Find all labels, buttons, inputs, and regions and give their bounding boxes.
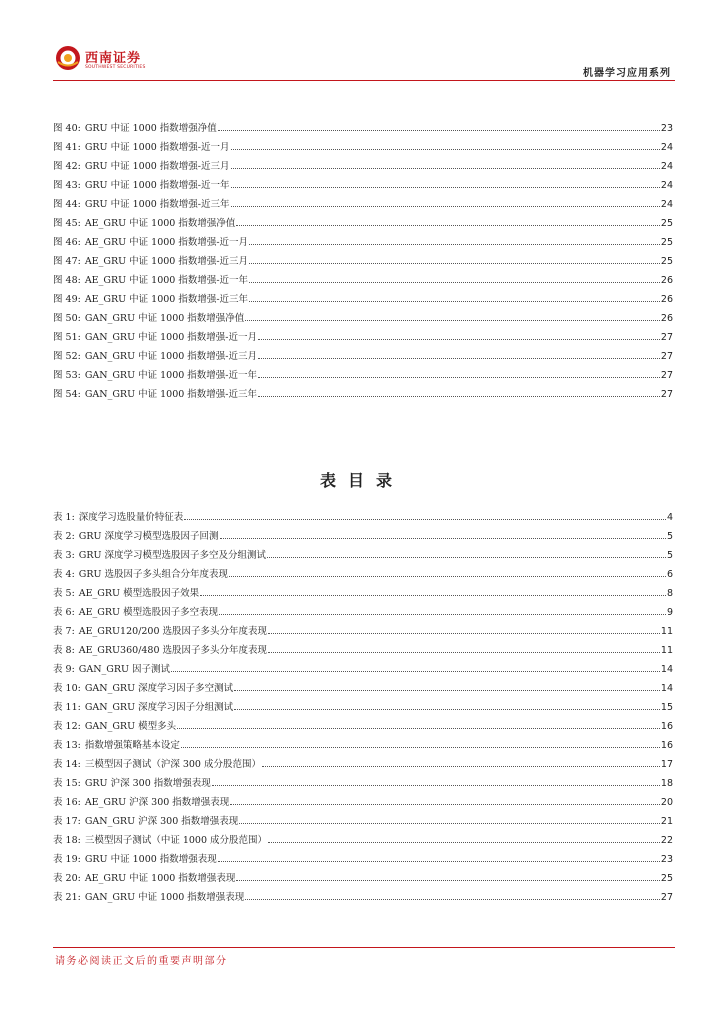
toc-entry[interactable] [53,367,673,386]
toc-entry-leader [220,538,666,539]
toc-entry[interactable] [53,699,673,718]
toc-entry[interactable] [53,158,673,177]
toc-entry-page: 9 [666,607,673,618]
toc-entry-leader [171,671,660,672]
toc-entry[interactable] [53,177,673,196]
toc-entry-label: 表 19: [53,854,81,865]
toc-entry[interactable] [53,851,673,870]
toc-entry-leader [177,728,660,729]
toc-entry-leader [236,225,660,226]
toc-entry-page: 25 [660,256,673,267]
toc-entry-leader [268,633,660,634]
toc-entry-leader [245,899,660,900]
toc-entry-leader [200,595,666,596]
toc-entry-title: AE_GRU 中证 1000 指数增强表现 [84,873,236,884]
toc-entry-label: 图 47: [53,256,81,267]
toc-entry-page: 25 [660,873,673,884]
toc-entry-title: 三模型因子测试（中证 1000 成分股范围） [84,835,268,846]
toc-entry-page: 20 [660,797,673,808]
toc-entry-page: 27 [660,332,673,343]
toc-entry[interactable] [53,566,673,585]
toc-entry-title: 三模型因子测试（沪深 300 成分股范围） [84,759,261,770]
toc-entry-leader [231,206,660,207]
toc-entry[interactable] [53,528,673,547]
toc-entry-title: GAN_GRU 中证 1000 指数增强净值 [84,313,245,324]
toc-entry-label: 图 54: [53,389,81,400]
toc-entry-leader [219,614,666,615]
toc-entry[interactable] [53,120,673,139]
toc-entry-title: GAN_GRU 深度学习因子分组测试 [84,702,234,713]
toc-entry[interactable] [53,775,673,794]
toc-entry-leader [245,320,660,321]
toc-entry-title: GAN_GRU 中证 1000 指数增强-近一年 [84,370,258,381]
toc-entry-title: GAN_GRU 中证 1000 指数增强-近三月 [84,351,258,362]
footer-divider [53,947,675,948]
toc-entry-label: 表 2: [53,531,75,542]
toc-entry-label: 表 7: [53,626,75,637]
toc-entry-leader [258,358,660,359]
toc-entry-label: 表 10: [53,683,81,694]
toc-entry[interactable] [53,604,673,623]
toc-entry-label: 表 12: [53,721,81,732]
toc-entry-title: GAN_GRU 中证 1000 指数增强-近三年 [84,389,258,400]
toc-entry[interactable] [53,642,673,661]
company-logo [55,45,165,75]
toc-entry-title: GRU 中证 1000 指数增强-近一月 [84,142,230,153]
toc-entry-title: AE_GRU360/480 选股因子多头分年度表现 [78,645,268,656]
toc-entry-leader [268,842,660,843]
toc-entry-leader [218,130,660,131]
toc-entry-label: 表 4: [53,569,75,580]
toc-entry[interactable] [53,234,673,253]
toc-entry[interactable] [53,794,673,813]
toc-entry[interactable] [53,348,673,367]
toc-entry-leader [249,263,660,264]
toc-entry-leader [231,168,660,169]
toc-entry-title: GAN_GRU 中证 1000 指数增强表现 [84,892,245,903]
toc-entry-leader [236,880,660,881]
toc-entry-label: 图 53: [53,370,81,381]
toc-entry-title: GAN_GRU 中证 1000 指数增强-近一月 [84,332,258,343]
toc-entry-label: 表 15: [53,778,81,789]
toc-entry-leader [229,576,666,577]
report-series: 机器学习应用系列 [583,68,671,79]
toc-entry-page: 14 [660,683,673,694]
toc-entry-label: 图 43: [53,180,81,191]
toc-entry-label: 表 21: [53,892,81,903]
toc-entry-leader [258,396,660,397]
toc-entry-page: 22 [660,835,673,846]
toc-entry[interactable] [53,509,673,528]
toc-entry-page: 25 [660,218,673,229]
toc-entry-title: AE_GRU 中证 1000 指数增强-近一年 [84,275,249,286]
toc-entry-title: AE_GRU 中证 1000 指数增强-近三月 [84,256,249,267]
toc-entry-page: 4 [666,512,673,523]
toc-entry-leader [262,766,660,767]
toc-entry-title: GRU 沪深 300 指数增强表现 [84,778,211,789]
toc-entry[interactable] [53,329,673,348]
toc-entry-label: 图 52: [53,351,81,362]
toc-entry-title: AE_GRU 中证 1000 指数增强-近三年 [84,294,249,305]
toc-entry-leader [218,861,660,862]
toc-entry-leader [212,785,660,786]
toc-entry[interactable] [53,310,673,329]
toc-entry-label: 表 20: [53,873,81,884]
toc-entry-title: GRU 中证 1000 指数增强表现 [84,854,217,865]
toc-entry-label: 图 51: [53,332,81,343]
toc-entry-title: GRU 中证 1000 指数增强净值 [84,123,217,134]
toc-entry-title: AE_GRU 中证 1000 指数增强-近一月 [84,237,249,248]
toc-entry[interactable] [53,813,673,832]
toc-entry-label: 表 11: [53,702,81,713]
toc-entry[interactable] [53,756,673,775]
toc-entry[interactable] [53,661,673,680]
toc-entry-page: 5 [666,550,673,561]
toc-entry-page: 17 [660,759,673,770]
toc-entry[interactable] [53,139,673,158]
toc-entry[interactable] [53,585,673,604]
toc-entry[interactable] [53,718,673,737]
toc-entry-title: GRU 深度学习模型选股因子多空及分组测试 [78,550,267,561]
toc-entry-page: 26 [660,275,673,286]
footer-disclaimer: 请务必阅读正文后的重要声明部分 [55,956,228,967]
toc-entry[interactable] [53,737,673,756]
toc-entry-page: 27 [660,892,673,903]
toc-entry-title: 指数增强策略基本设定 [84,740,180,751]
toc-entry-page: 25 [660,237,673,248]
toc-entry-title: GRU 中证 1000 指数增强-近三月 [84,161,230,172]
toc-entry-page: 21 [660,816,673,827]
toc-entry-leader [258,377,660,378]
toc-entry-leader [249,282,660,283]
toc-entry-title: GRU 深度学习模型选股因子回测 [78,531,219,542]
toc-entry-label: 表 9: [53,664,75,675]
toc-entry-label: 图 45: [53,218,81,229]
toc-entry-page: 24 [660,161,673,172]
toc-entry[interactable] [53,889,673,908]
toc-entry[interactable] [53,680,673,699]
toc-entry-label: 图 44: [53,199,81,210]
toc-entry-label: 图 46: [53,237,81,248]
toc-entry-page: 27 [660,370,673,381]
toc-entry[interactable] [53,272,673,291]
toc-entry-title: GAN_GRU 深度学习因子多空测试 [84,683,234,694]
toc-entry-page: 5 [666,531,673,542]
toc-entry[interactable] [53,196,673,215]
logo-name: 西南证券 [85,51,142,66]
toc-entry-label: 表 13: [53,740,81,751]
toc-entry-page: 14 [660,664,673,675]
toc-entry-leader [231,149,660,150]
toc-entry-page: 16 [660,721,673,732]
toc-entry[interactable] [53,832,673,851]
toc-entry-title: GRU 中证 1000 指数增强-近三年 [84,199,230,210]
toc-entry-page: 24 [660,142,673,153]
toc-entry-page: 6 [666,569,673,580]
toc-entry-leader [249,301,660,302]
toc-entry-label: 表 16: [53,797,81,808]
toc-entry[interactable] [53,623,673,642]
toc-entry-leader [268,652,660,653]
toc-entry-page: 23 [660,123,673,134]
toc-entry-label: 图 42: [53,161,81,172]
toc-entry-label: 图 41: [53,142,81,153]
page-header [0,0,724,80]
toc-entry-leader [234,690,660,691]
table-index-list [53,509,673,908]
toc-entry-leader [239,823,660,824]
toc-entry[interactable] [53,870,673,889]
toc-entry-leader [267,557,666,558]
toc-entry[interactable] [53,291,673,310]
toc-entry-title: AE_GRU 中证 1000 指数增强净值 [84,218,236,229]
toc-entry-label: 图 48: [53,275,81,286]
toc-entry-leader [181,747,660,748]
toc-entry-label: 表 5: [53,588,75,599]
toc-entry[interactable] [53,547,673,566]
toc-entry-label: 表 8: [53,645,75,656]
toc-entry[interactable] [53,215,673,234]
southwest-securities-logo-icon [55,45,81,71]
toc-entry-leader [249,244,660,245]
toc-entry-page: 24 [660,180,673,191]
toc-entry-leader [184,519,666,520]
toc-entry-leader [230,804,660,805]
toc-entry-title: AE_GRU120/200 选股因子多头分年度表现 [78,626,268,637]
toc-entry-title: GRU 中证 1000 指数增强-近一年 [84,180,230,191]
toc-entry-label: 图 49: [53,294,81,305]
toc-entry-title: 深度学习选股量价特征表 [78,512,184,523]
toc-entry-title: AE_GRU 模型选股因子多空表现 [78,607,219,618]
toc-entry-label: 表 18: [53,835,81,846]
toc-entry-page: 8 [666,588,673,599]
toc-entry-page: 23 [660,854,673,865]
toc-entry-title: AE_GRU 模型选股因子效果 [78,588,200,599]
toc-entry-page: 18 [660,778,673,789]
toc-entry-leader [258,339,660,340]
toc-entry[interactable] [53,386,673,405]
toc-entry-page: 11 [660,645,673,656]
toc-entry-title: GRU 选股因子多头组合分年度表现 [78,569,229,580]
toc-entry-label: 表 1: [53,512,75,523]
toc-entry-title: AE_GRU 沪深 300 指数增强表现 [84,797,230,808]
toc-entry-page: 15 [660,702,673,713]
toc-entry-page: 27 [660,389,673,400]
toc-entry-label: 表 14: [53,759,81,770]
toc-entry-page: 26 [660,313,673,324]
toc-entry-title: GAN_GRU 模型多头 [84,721,177,732]
toc-entry-page: 26 [660,294,673,305]
toc-entry-label: 图 40: [53,123,81,134]
toc-entry-leader [234,709,660,710]
toc-entry-page: 16 [660,740,673,751]
toc-entry-label: 表 17: [53,816,81,827]
toc-entry-label: 表 3: [53,550,75,561]
toc-entry-label: 表 6: [53,607,75,618]
toc-entry-page: 24 [660,199,673,210]
toc-entry-title: GAN_GRU 沪深 300 指数增强表现 [84,816,239,827]
figure-index-list [53,120,673,405]
toc-entry[interactable] [53,253,673,272]
toc-entry-leader [231,187,660,188]
table-index-heading: 表目录 [319,471,404,490]
toc-entry-page: 27 [660,351,673,362]
toc-entry-page: 11 [660,626,673,637]
toc-entry-title: GAN_GRU 因子测试 [78,664,171,675]
logo-subtitle: SOUTHWEST SECURITIES [85,65,146,70]
toc-entry-label: 图 50: [53,313,81,324]
header-divider [53,80,675,81]
